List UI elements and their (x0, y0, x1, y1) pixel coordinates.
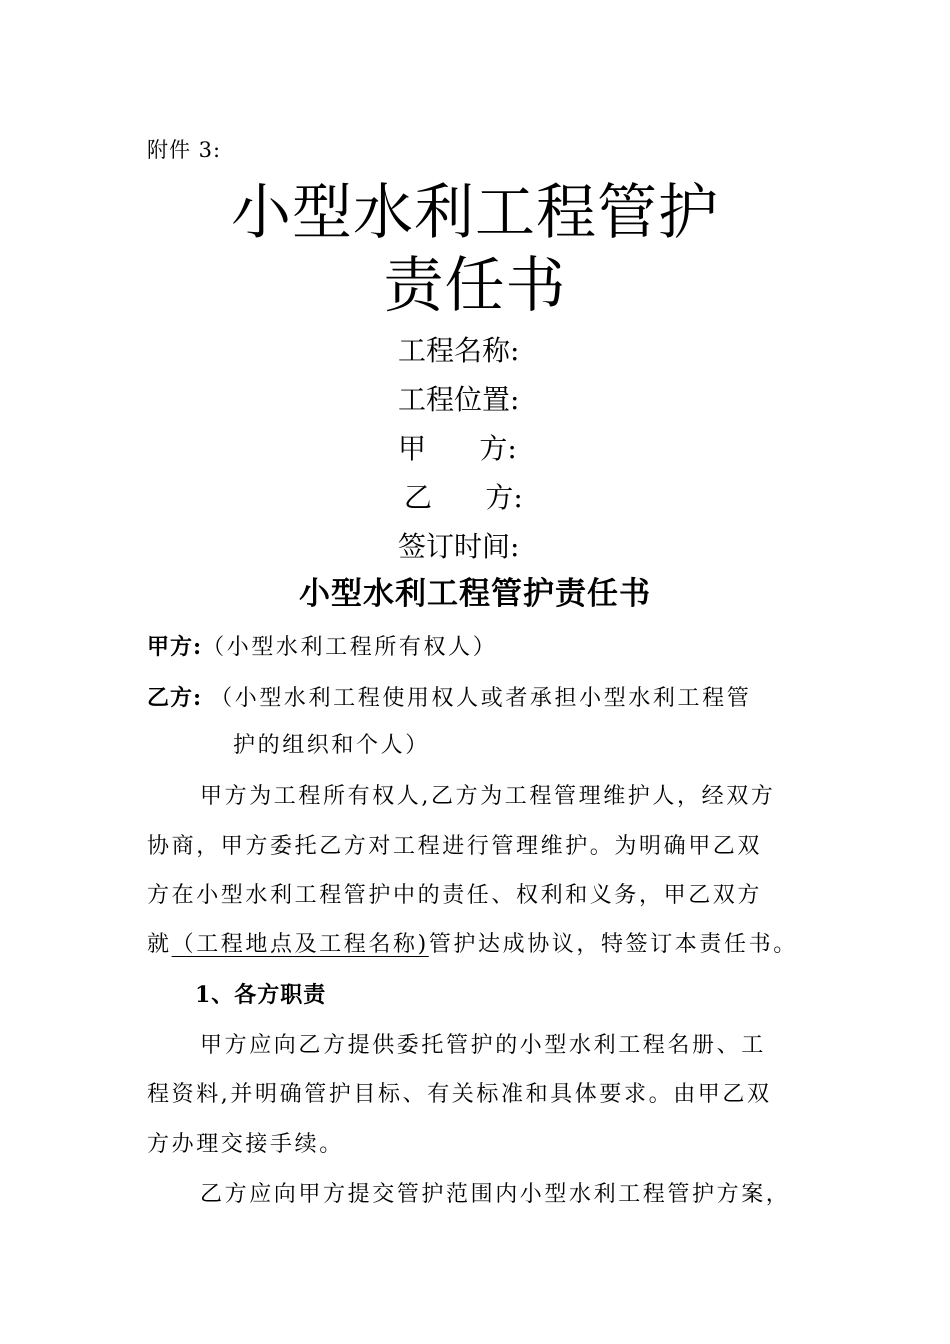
party-b-line (147, 687, 751, 710)
cover-field-project-name: 工程名称: (398, 334, 520, 367)
party-a-line (147, 636, 497, 659)
intro-line-3: 方在小型水利工程管护中的责任、权利和义务，甲乙双方 (147, 883, 763, 908)
party-b-desc-line2: 护的组织和个人） (233, 733, 430, 758)
party-b-desc-line1: （小型水利工程使用权人或者承担小型水利工程管 (210, 686, 752, 711)
body-title: 小型水利工程管护责任书 (299, 576, 651, 612)
cover-field-signing-date: 签订时间: (398, 530, 520, 563)
cover-field-party-a: 甲 方: (398, 432, 517, 465)
party-a-desc: （小型水利工程所有权人） (202, 635, 498, 660)
intro-line-1: 甲方为工程所有权人,乙方为工程管理维护人，经双方 (200, 784, 776, 809)
cover-field-party-b: 乙 方: (404, 481, 523, 514)
party-b-label: 乙方: (147, 685, 203, 711)
intro-last-prefix: 就 (147, 932, 172, 957)
section-1-para1-line2: 程资料,并明确管护目标、有关标准和具体要求。由甲乙双 (147, 1082, 772, 1107)
section-1-heading: 1、各方职责 (195, 982, 327, 1008)
attachment-label: 附件 3: (147, 138, 222, 162)
section-1-para1-line3: 方办理交接手续。 (147, 1132, 344, 1157)
intro-last-suffix: 管护达成协议，特签订本责任书。 (428, 932, 798, 957)
cover-title-line1: 小型水利工程管护 (231, 178, 719, 248)
section-1-para1-line1: 甲方应向乙方提供委托管护的小型水利工程名册、工 (200, 1033, 766, 1058)
party-a-label: 甲方: (147, 634, 203, 660)
project-placeholder: （工程地点及工程名称) (171, 932, 429, 957)
section-1-para2-line1: 乙方应向甲方提交管护范围内小型水利工程管护方案， (200, 1182, 791, 1207)
intro-line-2: 协商，甲方委托乙方对工程进行管理维护。为明确甲乙双 (147, 834, 763, 859)
cover-title-line2: 责任书 (383, 251, 567, 321)
cover-field-project-location: 工程位置: (398, 383, 520, 416)
intro-line-4 (147, 934, 798, 956)
